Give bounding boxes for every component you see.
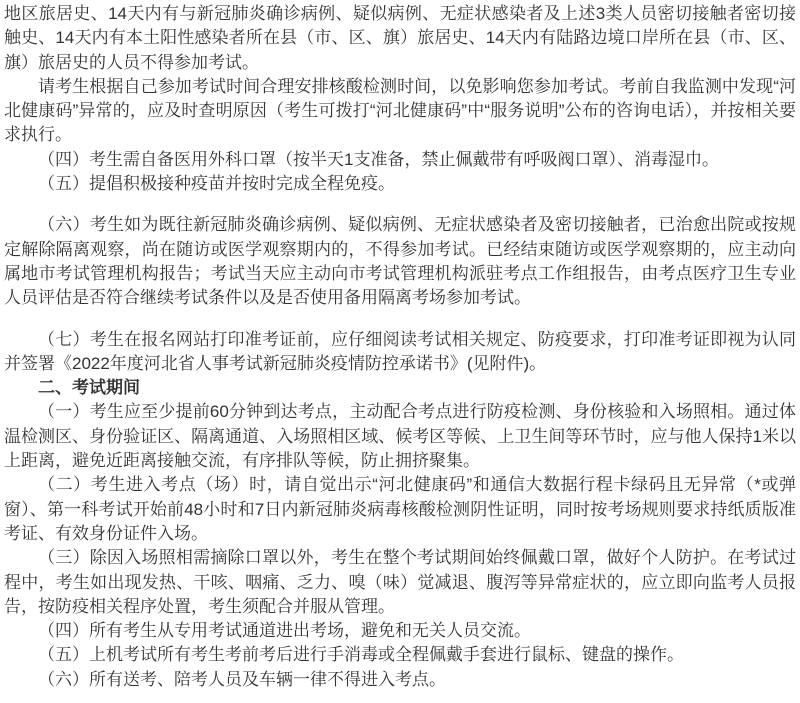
para-item-7-admission-ticket: （七）考生在报名网站打印准考证前，应仔细阅读考试相关规定、防疫要求，打印准考证即视为认同并签署《2022年度河北省人事考试新冠肺炎疫情防控承诺书》(见附件)。	[4, 329, 796, 373]
para-nucleic-acid-arrangement: 请考生根据自己参加考试时间合理安排核酸检测时间，以免影响您参加考试。考前自我监测中发现“河北健康码”异常的，应及时查明原因（考生可拨打“河北健康码”中“服务说明”公布的咨询电话），并按相关要求执行。	[4, 76, 796, 145]
para-item-5-vaccination: （五）提倡积极接种疫苗并按时完成全程免疫。	[38, 174, 395, 194]
para-exam-item-5-hand-disinfection: （五）上机考试所有考生考前考后进行手消毒或全程佩戴手套进行鼠标、键盘的操作。	[38, 645, 684, 665]
para-exam-item-6-escorts: （六）所有送考、陪考人员及车辆一律不得进入考点。	[38, 669, 446, 689]
para-exam-item-3-mask-wearing: （三）除因入场照相需摘除口罩以外，考生在整个考试期间始终佩戴口罩，做好个人防护。在考试过程中，考生如出现发热、干咳、咽痛、乏力、嗅（味）觉减退、腹泻等异常症状的，应立即向监考人员报告，按防疫相关程序处置，考生须配合并服从管理。	[4, 548, 796, 616]
section-heading-exam-period: 二、考试期间	[38, 378, 140, 398]
para-exam-item-1-arrival: （一）考生应至少提前60分钟到达考点，主动配合考点进行防疫检测、身份核验和入场照相。通过体温检测区、身份验证区、隔离通道、入场照相区域、候考区等候、上卫生间等环节时，应与他人保持1米以上距离，避免近距离接触交流，有序排队等候，防止拥挤聚集。	[4, 402, 796, 471]
para-item-6-prior-cases: （六）考生如为既往新冠肺炎确诊病例、疑似病例、无症状感染者及密切接触者，已治愈出院或按规定解除隔离观察，尚在随访或医学观察期内的，不得参加考试。已经结束随访或医学观察期的，应主动向属地市考试管理机构报告；考试当天应主动向市考试管理机构派驻考点工作组报告，由考点医疗卫生专业人员评估是否符合继续考试条件以及是否使用备用隔离考场参加考试。	[4, 215, 796, 308]
para-travel-history-restriction: 地区旅居史、14天内有与新冠肺炎确诊病例、疑似病例、无症状感染者及上述3类人员密切接触者密切接触史、14天内有本土阳性感染者所在县（市、区、旗）旅居史、14天内有陆路边境口岸所在县（市、区、旗）旅居史的人员不得参加考试。	[4, 4, 796, 72]
para-item-4-masks: （四）考生需自备医用外科口罩（按半天1支准备，禁止佩戴带有呼吸阀口罩）、消毒湿巾。	[38, 149, 719, 169]
para-exam-item-4-dedicated-channel: （四）所有考生从专用考试通道进出考场，避免和无关人员交流。	[38, 621, 531, 641]
para-exam-item-2-health-code: （二）考生进入考点（场）时，请自觉出示“河北健康码”和通信大数据行程卡绿码且无异常（*或弹窗）、第一科考试开始前48小时和7日内新冠肺炎病毒核酸检测阴性证明，同时按考场规则要求持纸质版准考证、有效身份证件入场。	[4, 475, 796, 543]
